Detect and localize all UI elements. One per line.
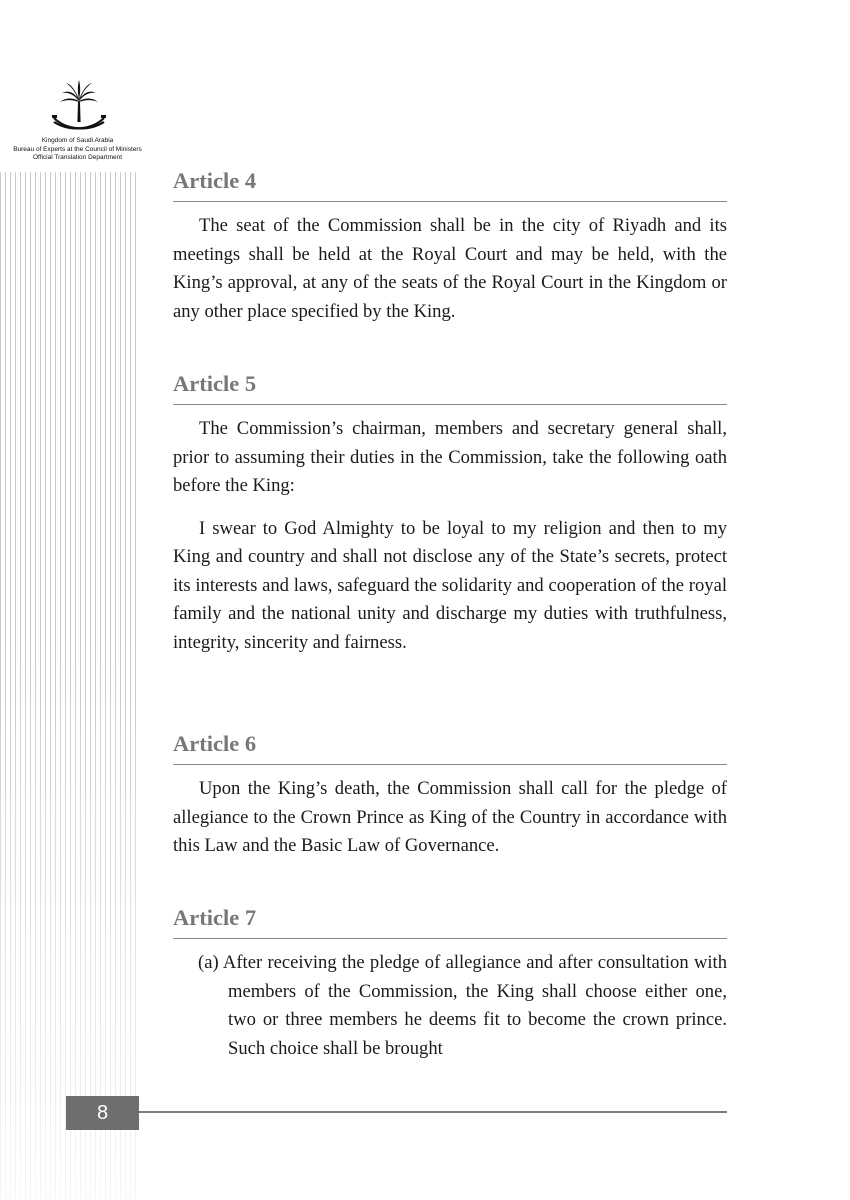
org-line-country: Kingdom of Saudi Arabia bbox=[41, 137, 114, 144]
article-6-heading: Article 6 bbox=[173, 730, 727, 765]
org-line-department: Official Translation Department bbox=[32, 154, 123, 161]
article-5-heading: Article 5 bbox=[173, 370, 727, 405]
decorative-stripes bbox=[0, 172, 140, 1200]
article-4-heading: Article 4 bbox=[173, 167, 727, 202]
article-5-oath-paragraph: I swear to God Almighty to be loyal to my religion and then to my King and country and shall not disclose any of the State’s secrets, protect its interests and laws, safeguard the solidarity and cooperation of the royal family and the national unity and discharge my duties with truthfulness, integrity, sincerity and fairness. bbox=[173, 517, 727, 653]
article-6-section bbox=[173, 730, 727, 861]
article-6-paragraph: Upon the King’s death, the Commission shall call for the pledge of allegiance to the Crown Prince as King of the Country in accordance with this Law and the Basic Law of Governance. bbox=[173, 778, 727, 856]
article-4-paragraph: The seat of the Commission shall be in the city of Riyadh and its meetings shall be held at the Royal Court and may be held, with the King’s approval, at any of the seats of the Royal Court in the Kingdom or any other place specified by the King. bbox=[173, 215, 727, 322]
article-7-section bbox=[173, 904, 727, 1063]
footer-divider bbox=[139, 1111, 727, 1113]
org-line-bureau: Bureau of Experts at the Council of Ministers bbox=[13, 145, 142, 153]
article-5-paragraph-1: The Commission’s chairman, members and secretary general shall, prior to assuming their duties in the Commission, take the following oath before the King: bbox=[173, 418, 727, 496]
article-4-section bbox=[173, 167, 727, 326]
article-7-heading: Article 7 bbox=[173, 904, 727, 939]
page-number: 8 bbox=[66, 1096, 139, 1130]
saudi-emblem-icon bbox=[44, 78, 114, 136]
article-5-section bbox=[173, 370, 727, 657]
article-7-item-a: (a) After receiving the pledge of allegiance and after consultation with members of the Commission, the King shall choose either one, two or three members he deems fit to become the crown prince. Such choice shall be brought bbox=[198, 952, 727, 1059]
organization-text bbox=[0, 137, 155, 163]
